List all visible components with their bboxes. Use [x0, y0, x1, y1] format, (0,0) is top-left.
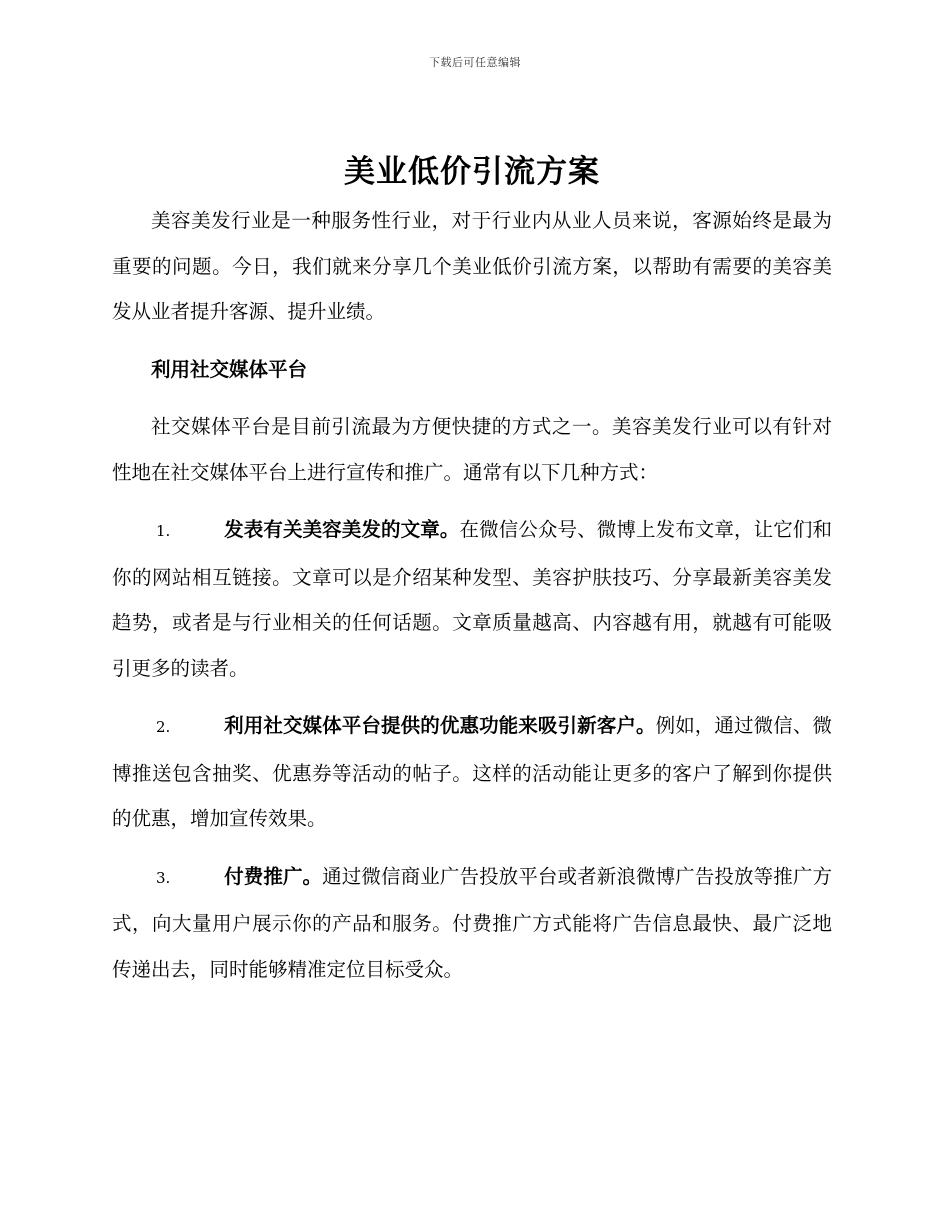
list-item-number: 3. [156, 868, 171, 887]
list-item-number: 2. [156, 718, 171, 736]
document-body [112, 150, 832, 992]
list-item-text: 在微信公众号、微博上发布文章，让它们和你的网站相互链接。文章可以是介绍某种发型、美容护肤技巧、分享最新美容美发趋势，或者是与行业相关的任何话题。文章质量越高、内容越有用，就越有可能吸引更多的读者。 [112, 518, 832, 680]
page-header-note: 下载后可任意编辑 [429, 56, 521, 69]
list-item-text: 通过微信商业广告投放平台或者新浪微博广告投放等推广方式，向大量用户展示你的产品和服务。付费推广方式能将广告信息最快、最广泛地传递出去，同时能够精准定位目标受众。 [112, 864, 832, 981]
list-item-text: 例如，通过微信、微博推送包含抽奖、优惠券等活动的帖子。这样的活动能让更多的客户了解到你提供的优惠，增加宣传效果。 [112, 714, 832, 830]
section-body-paragraph: 社交媒体平台是目前引流最为方便快捷的方式之一。美容美发行业可以有针对性地在社交媒体平台上进行宣传和推广。通常有以下几种方式： [112, 415, 832, 484]
list-item-bold-lead: 付费推广。 [224, 864, 323, 888]
list-item [112, 854, 832, 993]
section-heading: 利用社交媒体平台 [151, 357, 308, 381]
list-item [112, 507, 832, 691]
list-item [112, 703, 832, 842]
intro-paragraph: 美容美发行业是一种服务性行业，对于行业内从业人员来说，客源始终是最为重要的问题。今日，我们就来分享几个美业低价引流方案，以帮助有需要的美容美发从业者提升客源、提升业绩。 [112, 209, 832, 323]
list-item-number: 1. [156, 522, 171, 540]
list-item-bold-lead: 发表有关美容美发的文章。 [224, 518, 460, 541]
list-item-bold-lead: 利用社交媒体平台提供的优惠功能来吸引新客户。 [224, 714, 656, 737]
document-title: 美业低价引流方案 [344, 154, 600, 190]
